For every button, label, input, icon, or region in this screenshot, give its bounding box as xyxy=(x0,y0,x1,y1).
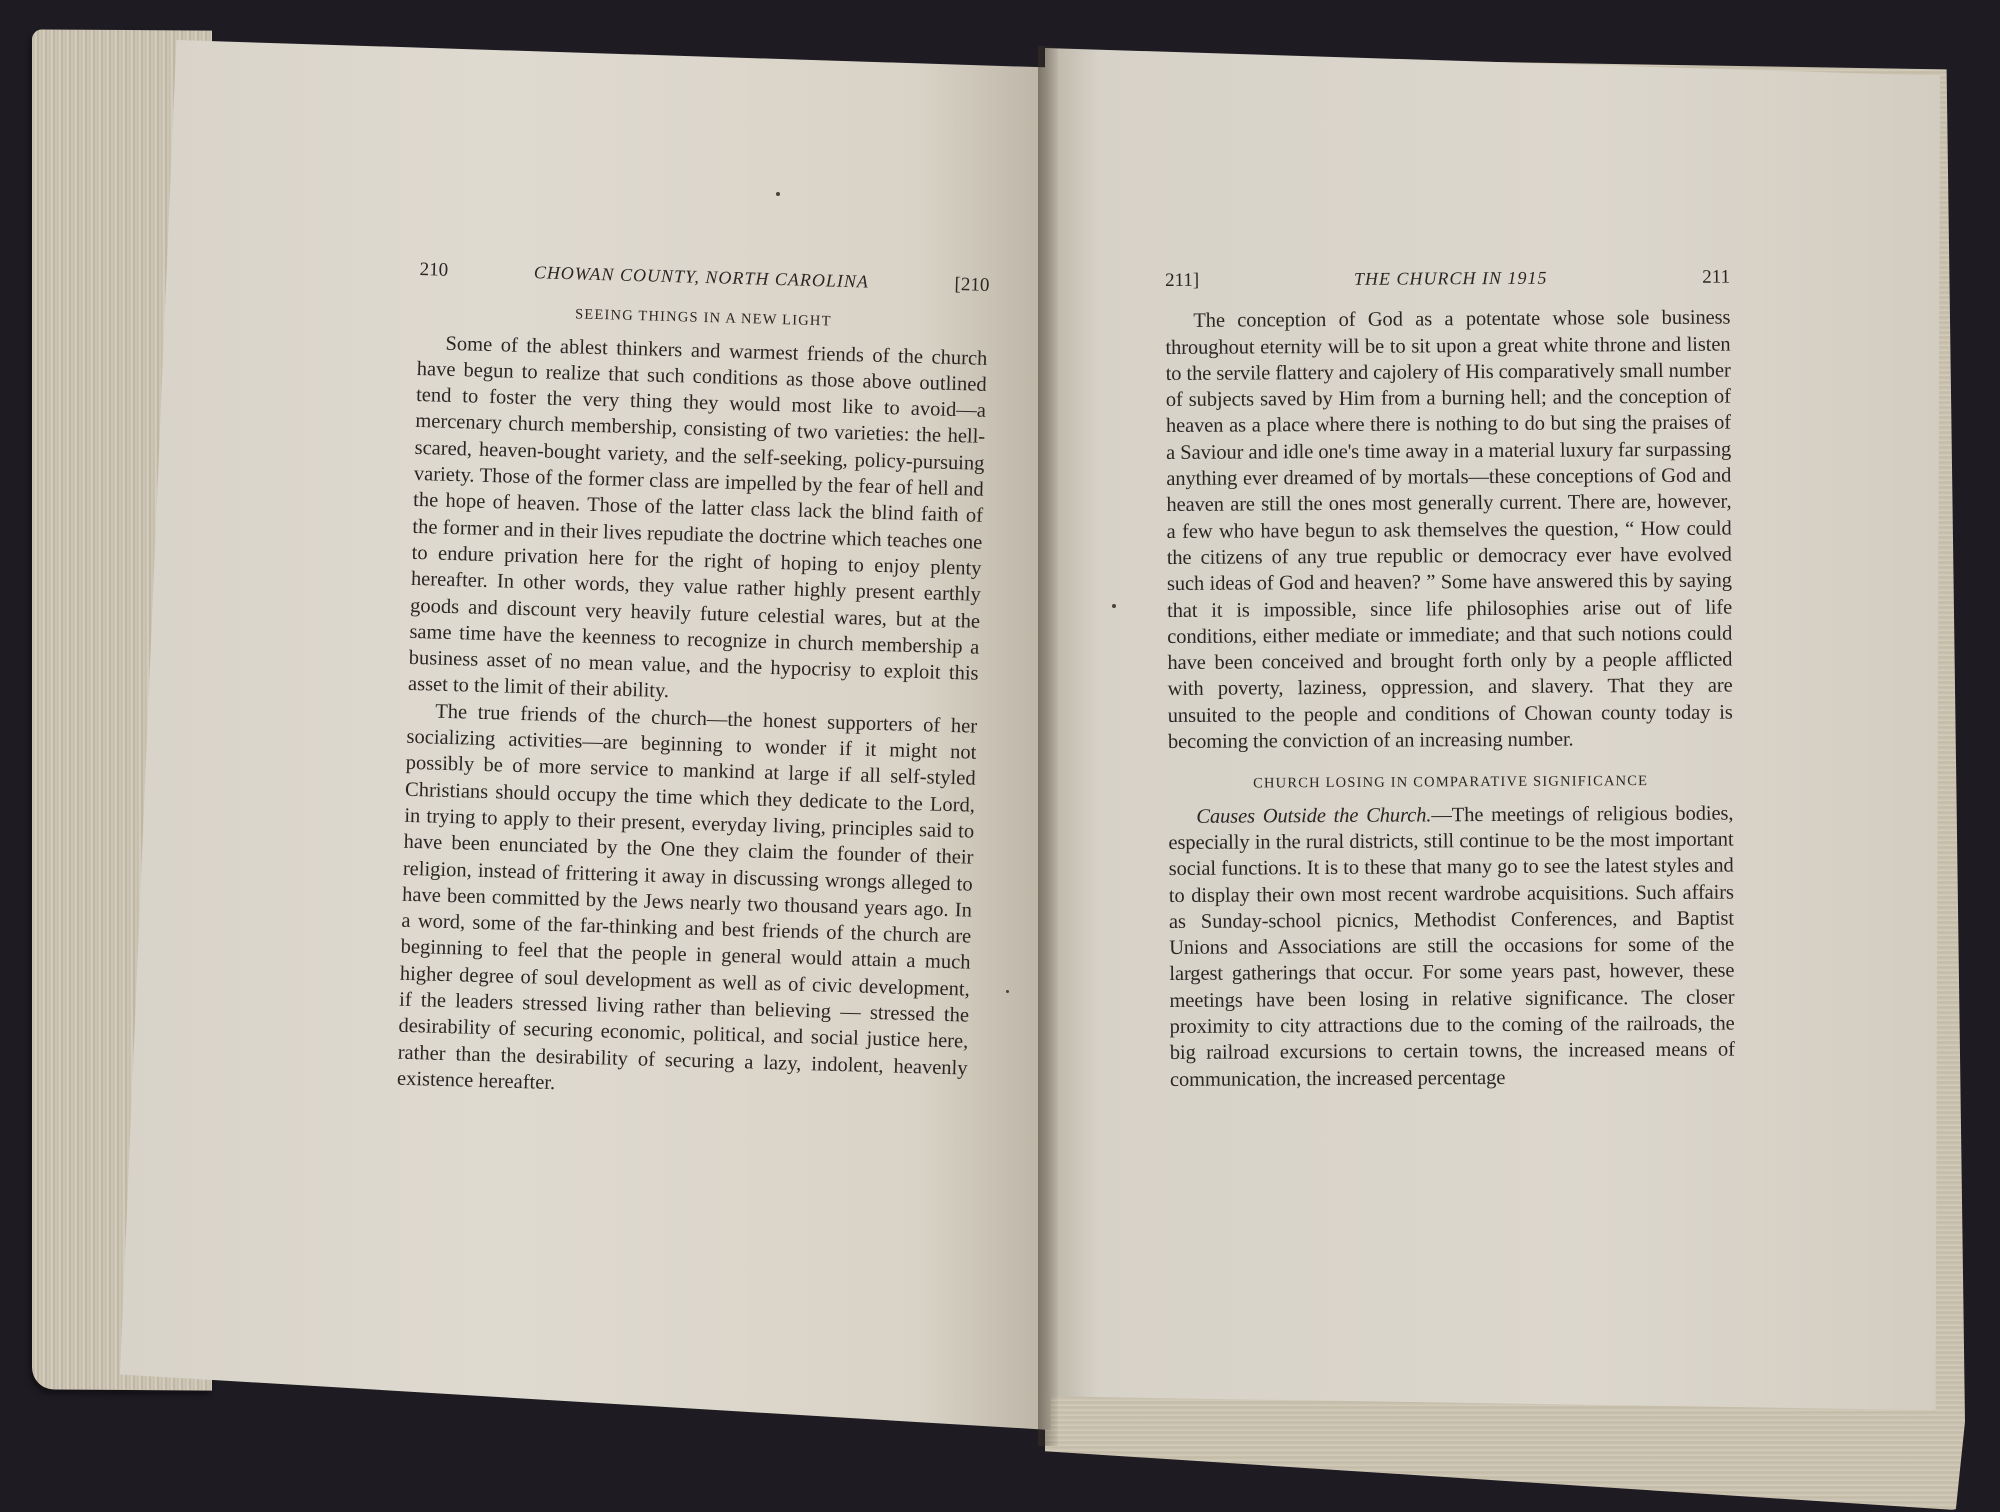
paper-speck xyxy=(776,192,780,196)
section-heading-new-light: SEEING THINGS IN A NEW LIGHT xyxy=(574,306,832,330)
right-page-number: 211 xyxy=(1702,266,1731,288)
book-gutter xyxy=(1038,46,1058,1446)
run-in-heading: Causes Outside the Church. xyxy=(1196,804,1432,828)
paper-speck xyxy=(1006,990,1009,993)
paragraph: Some of the ablest thinkers and warmest friends of the church have begun to realize that such conditions as those above outlined tend to foster the very thing they would most like to avoid—a mercenary church membership, consisting of two varieties: the hell-scared, heaven-bought variety, and the self-seeking, policy-pursuing variety. Those of the former class are impelled by the fear of hell and the hope of heaven. Those of the latter class lack the blind faith of the former and in their lives repudiate the doctrine which teaches one to endure privation here for the right of hoping to enjoy plenty hereafter. In other words, they value rather highly present earthly goods and discount very heavily future celestial wares, but at the same time have the keenness to recognize in church membership a business asset of no mean value, and the hypocrisy to exploit this asset to the limit of their ability. xyxy=(407,332,988,703)
paper-speck xyxy=(1112,604,1116,608)
paragraph: The true friends of the church—the honest supporters of her socializing activities—are beginning to wonder if it might not possibly be of more service to mankind at large if all self-styled Christians should occupy the time which they dedicate to the Lord, in trying to apply to their present, everyday living, principles said to have been enunciated by the One they claim the founder of their religion, instead of frittering it away in discussing wrongs alleged to have been committed by the Jews nearly two thousand years ago. In a word, some of the far-thinking and best friends of the church are beginning to feel that the people in general would attain a much higher degree of soul development as well as of civic development, if the leaders stressed living rather than believing — stressed the desirability of securing economic, political, and social justice here, rather than the desirability of securing a lazy, indolent, heavenly existence hereafter. xyxy=(396,700,978,1094)
left-running-title: CHOWAN COUNTY, NORTH CAROLINA xyxy=(533,262,870,292)
run-in-text: —The meetings of religious bodies, especially in the rural districts, still continue to be the most important social functions. It is to these that many go to see the latest styles and to display their own most recent wardrobe acquisitions. Such affairs as Sunday-school picnics, Methodist Conferences, and Baptist Unions and Associations are still the occasions for some of the largest gatherings that occur. For some years past, however, these meetings have been losing in relative significance. The closer proximity to city attractions due to the coming of the railroads, the big railroad excursions to certain towns, the increased means of communication, the increased percentage xyxy=(1168,802,1735,1091)
right-running-head xyxy=(1165,264,1730,295)
left-page-number: 210 xyxy=(419,258,449,281)
section-heading-church-losing: CHURCH LOSING IN COMPARATIVE SIGNIFICANCE xyxy=(1253,773,1649,792)
right-running-title: THE CHURCH IN 1915 xyxy=(1353,267,1548,289)
left-bracket-number: [210 xyxy=(954,273,990,296)
paragraph: The conception of God as a potentate whose sole business throughout eternity will be to sit upon a great white throne and listen to the servile flattery and cajolery of His comparatively small number of subjects saved by Him from a burning hell; and the conception of heaven as a place where there is nothing to do but sing the praises of a Saviour and idle one's time away in a material luxury far surpassing anything ever dreamed of by mortals—these conceptions of God and heaven are still the ones most generally current. There are, however, a few who have begun to ask themselves the question, “ How could the citizens of any true republic or democracy ever have evolved such ideas of God and heaven? ” Some have answered this by saying that it is impossible, since life philosophies arise out of life conditions, either mediate or immediate; and that such notions could have been conceived and brought forth only by a people afflicted with poverty, laziness, oppression, and slavery. That they are unsuited to the people and conditions of Chowan county today is becoming the conviction of an increasing number. xyxy=(1165,306,1733,754)
left-page xyxy=(397,256,990,1108)
right-bracket-number: 211] xyxy=(1165,269,1200,291)
paragraph-run-in xyxy=(1168,800,1735,1093)
right-page xyxy=(1165,264,1735,1093)
